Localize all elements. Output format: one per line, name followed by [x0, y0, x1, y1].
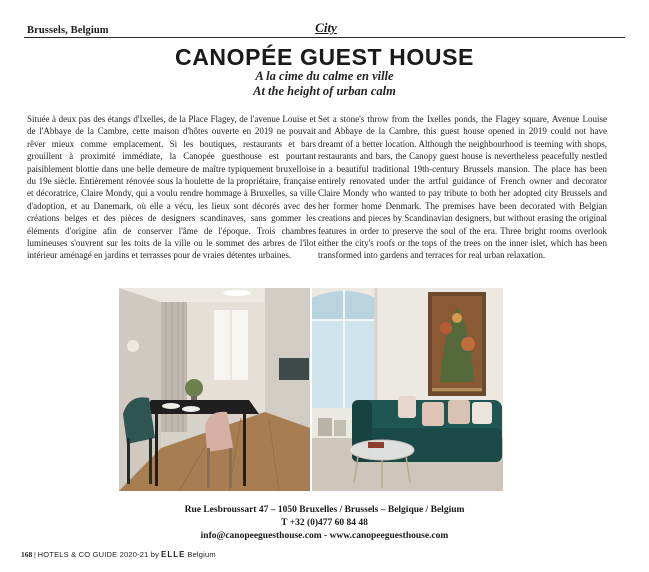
lounge-photo [312, 288, 503, 491]
edition-label: Belgium [187, 550, 216, 559]
subtitle-english: At the height of urban calm [253, 84, 396, 98]
header-rule [24, 37, 625, 38]
guide-name: HOTELS & CO GUIDE 2020-21 by [37, 550, 160, 559]
article-title: CANOPÉE GUEST HOUSE [175, 44, 474, 70]
section-label: City [315, 20, 337, 35]
body-text-english: Set a stone's throw from the Ixelles ponds, the Flagey square, Avenue Louise and Abbaye de la Cambre, this guest house opened in 2019 could not have dreamt of a better location. Although the neighbourhood is teeming with shops, restaurants and bars, the Canopy guest house is nevertheless peacefully nestled in a beautiful traditional 19th-century Brussels mansion. The place has been entirely renovated under the artful guidance of French owner and decorator Claire Mondy who wanted to pay tribute to both her adopted city Brussels and her former home Denmark. The premises have been decorated with Belgian creations and pieces by Scandinavian designers, but without erasing the original features in order to preserve the soul of the era. Three bright rooms overlook either the city's roofs or the tops of the trees on the inner islet, which has been transformed into gardens and terraces for real urban relaxation. [318, 114, 607, 261]
location-label: Brussels, Belgium [27, 25, 109, 36]
contact-email-website: info@canopeeguesthouse.com - www.canopeeguesthouse.com [200, 531, 449, 541]
contact-address: Rue Lesbroussart 47 – 1050 Bruxelles / Brussels – Belgique / Belgium [184, 505, 465, 515]
subtitle-french: A la cime du calme en ville [255, 69, 394, 83]
page-footer: 168 | HOTELS & CO GUIDE 2020-21 by ELLE Belgium [21, 550, 216, 559]
brand-logo: ELLE [161, 550, 186, 559]
dining-room-photo [119, 288, 310, 491]
body-text-french: Située à deux pas des étangs d'Ixelles, de la Place Flagey, de l'avenue Louise et de l'Abbaye de la Cambre, cette maison d'hôtes ouverte en 2019 ne pouvait rêver mieux comme emplacement. Si les boutiques, restaurants et bars grouillent à proximité immédiate, la Canopée guesthouse est pourtant paisiblement blottie dans une belle demeure de maître typiquement bruxelloise du 19e siècle. Entièrement rénovée sous la houlette de la propriétaire, française et décoratrice, Claire Mondy, qui a voulu rendre hommage à Bruxelles, sa ville d'adoption, et au Danemark, où elle a vécu, les lieux sont décorés avec des créations belges et des pièces de designers scandinaves, sans gommer les éléments d'origine afin de conserver l'âme de l'époque. Trois chambres lumineuses s'ouvrent sur les toits de la ville ou le sommet des arbres de l'îlot intérieur aménagé en jardins et terrasses pour de vraies détentes urbaines. [27, 114, 316, 261]
page-number: 168 [21, 550, 33, 559]
contact-phone: T +32 (0)477 60 84 48 [281, 518, 368, 528]
